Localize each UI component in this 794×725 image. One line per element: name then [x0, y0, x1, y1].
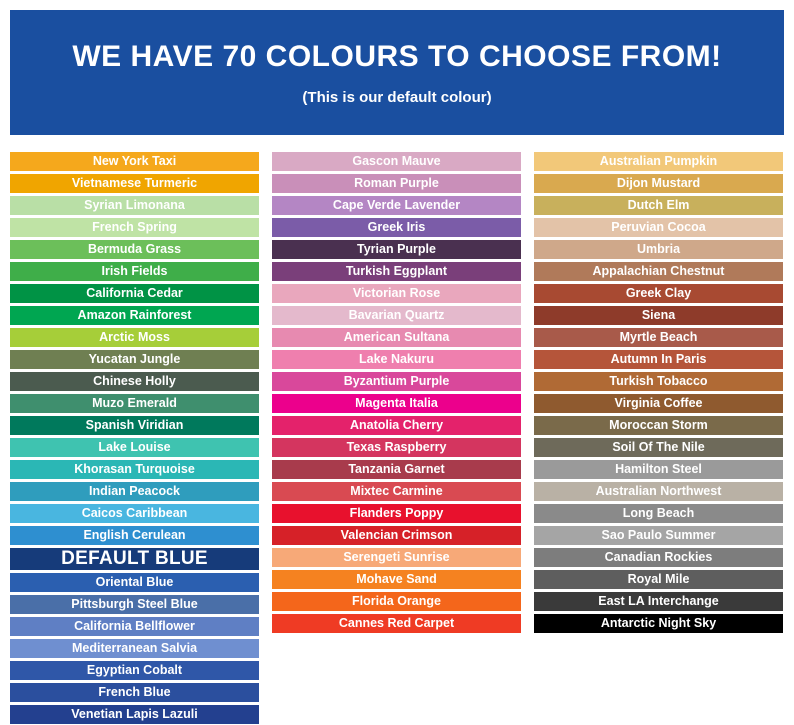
- colour-swatch[interactable]: Umbria: [534, 240, 783, 259]
- colour-swatch[interactable]: Magenta Italia: [272, 394, 521, 413]
- header-banner: [10, 10, 784, 135]
- page-subtitle: (This is our default colour): [302, 88, 492, 106]
- colour-swatch[interactable]: French Spring: [10, 218, 259, 237]
- colour-swatch[interactable]: Victorian Rose: [272, 284, 521, 303]
- colour-swatch[interactable]: Arctic Moss: [10, 328, 259, 347]
- colour-swatch[interactable]: Roman Purple: [272, 174, 521, 193]
- colour-swatch[interactable]: California Bellflower: [10, 617, 259, 636]
- colour-swatch[interactable]: Caicos Caribbean: [10, 504, 259, 523]
- colour-swatch[interactable]: Australian Pumpkin: [534, 152, 783, 171]
- colour-swatch[interactable]: East LA Interchange: [534, 592, 783, 611]
- colour-swatch[interactable]: Tanzania Garnet: [272, 460, 521, 479]
- colour-swatch[interactable]: Pittsburgh Steel Blue: [10, 595, 259, 614]
- colour-column: [272, 152, 521, 724]
- colour-swatch[interactable]: Autumn In Paris: [534, 350, 783, 369]
- colour-swatch[interactable]: Yucatan Jungle: [10, 350, 259, 369]
- colour-column: [534, 152, 783, 724]
- colour-swatch[interactable]: Mediterranean Salvia: [10, 639, 259, 658]
- colour-swatch[interactable]: California Cedar: [10, 284, 259, 303]
- colour-swatch[interactable]: Siena: [534, 306, 783, 325]
- colour-swatch[interactable]: Valencian Crimson: [272, 526, 521, 545]
- colour-swatch[interactable]: Tyrian Purple: [272, 240, 521, 259]
- colour-swatch[interactable]: Dutch Elm: [534, 196, 783, 215]
- colour-swatch[interactable]: Irish Fields: [10, 262, 259, 281]
- colour-swatch[interactable]: English Cerulean: [10, 526, 259, 545]
- colour-swatch[interactable]: Sao Paulo Summer: [534, 526, 783, 545]
- colour-swatch[interactable]: DEFAULT BLUE: [10, 548, 259, 570]
- colour-swatch[interactable]: Indian Peacock: [10, 482, 259, 501]
- colour-swatch[interactable]: Australian Northwest: [534, 482, 783, 501]
- colour-swatch[interactable]: Syrian Limonana: [10, 196, 259, 215]
- colour-swatch[interactable]: American Sultana: [272, 328, 521, 347]
- colour-swatch[interactable]: Serengeti Sunrise: [272, 548, 521, 567]
- colour-swatch[interactable]: Venetian Lapis Lazuli: [10, 705, 259, 724]
- colour-swatch[interactable]: Gascon Mauve: [272, 152, 521, 171]
- colour-swatch[interactable]: Hamilton Steel: [534, 460, 783, 479]
- colour-swatch[interactable]: Dijon Mustard: [534, 174, 783, 193]
- colour-swatch[interactable]: New York Taxi: [10, 152, 259, 171]
- colour-swatch[interactable]: Lake Nakuru: [272, 350, 521, 369]
- colour-swatch[interactable]: Myrtle Beach: [534, 328, 783, 347]
- colour-swatch[interactable]: Royal Mile: [534, 570, 783, 589]
- page-title: WE HAVE 70 COLOURS TO CHOOSE FROM!: [72, 39, 722, 73]
- colour-swatch[interactable]: Flanders Poppy: [272, 504, 521, 523]
- colour-swatch[interactable]: Lake Louise: [10, 438, 259, 457]
- colour-swatch[interactable]: Texas Raspberry: [272, 438, 521, 457]
- colour-swatch[interactable]: Virginia Coffee: [534, 394, 783, 413]
- colour-swatch[interactable]: Mohave Sand: [272, 570, 521, 589]
- colour-swatch[interactable]: Spanish Viridian: [10, 416, 259, 435]
- colour-swatch[interactable]: Cannes Red Carpet: [272, 614, 521, 633]
- colour-swatch[interactable]: Mixtec Carmine: [272, 482, 521, 501]
- colour-column: [10, 152, 259, 724]
- colour-swatch[interactable]: Byzantium Purple: [272, 372, 521, 391]
- colour-swatch[interactable]: Turkish Tobacco: [534, 372, 783, 391]
- colour-swatch[interactable]: Khorasan Turquoise: [10, 460, 259, 479]
- colour-swatch[interactable]: Florida Orange: [272, 592, 521, 611]
- colour-swatch[interactable]: Soil Of The Nile: [534, 438, 783, 457]
- colour-swatch[interactable]: Long Beach: [534, 504, 783, 523]
- colour-swatch[interactable]: Appalachian Chestnut: [534, 262, 783, 281]
- colour-swatch[interactable]: Greek Iris: [272, 218, 521, 237]
- colour-swatch[interactable]: Bermuda Grass: [10, 240, 259, 259]
- colour-swatch[interactable]: Chinese Holly: [10, 372, 259, 391]
- colour-swatch[interactable]: Turkish Eggplant: [272, 262, 521, 281]
- colour-swatch[interactable]: Anatolia Cherry: [272, 416, 521, 435]
- colour-columns: [10, 152, 784, 724]
- colour-swatch[interactable]: Oriental Blue: [10, 573, 259, 592]
- colour-swatch[interactable]: Antarctic Night Sky: [534, 614, 783, 633]
- colour-swatch[interactable]: Amazon Rainforest: [10, 306, 259, 325]
- colour-swatch[interactable]: Egyptian Cobalt: [10, 661, 259, 680]
- colour-swatch[interactable]: Canadian Rockies: [534, 548, 783, 567]
- colour-swatch[interactable]: French Blue: [10, 683, 259, 702]
- colour-swatch[interactable]: Bavarian Quartz: [272, 306, 521, 325]
- colour-swatch[interactable]: Peruvian Cocoa: [534, 218, 783, 237]
- colour-swatch[interactable]: Cape Verde Lavender: [272, 196, 521, 215]
- colour-swatch[interactable]: Vietnamese Turmeric: [10, 174, 259, 193]
- colour-swatch[interactable]: Greek Clay: [534, 284, 783, 303]
- colour-swatch[interactable]: Muzo Emerald: [10, 394, 259, 413]
- colour-swatch[interactable]: Moroccan Storm: [534, 416, 783, 435]
